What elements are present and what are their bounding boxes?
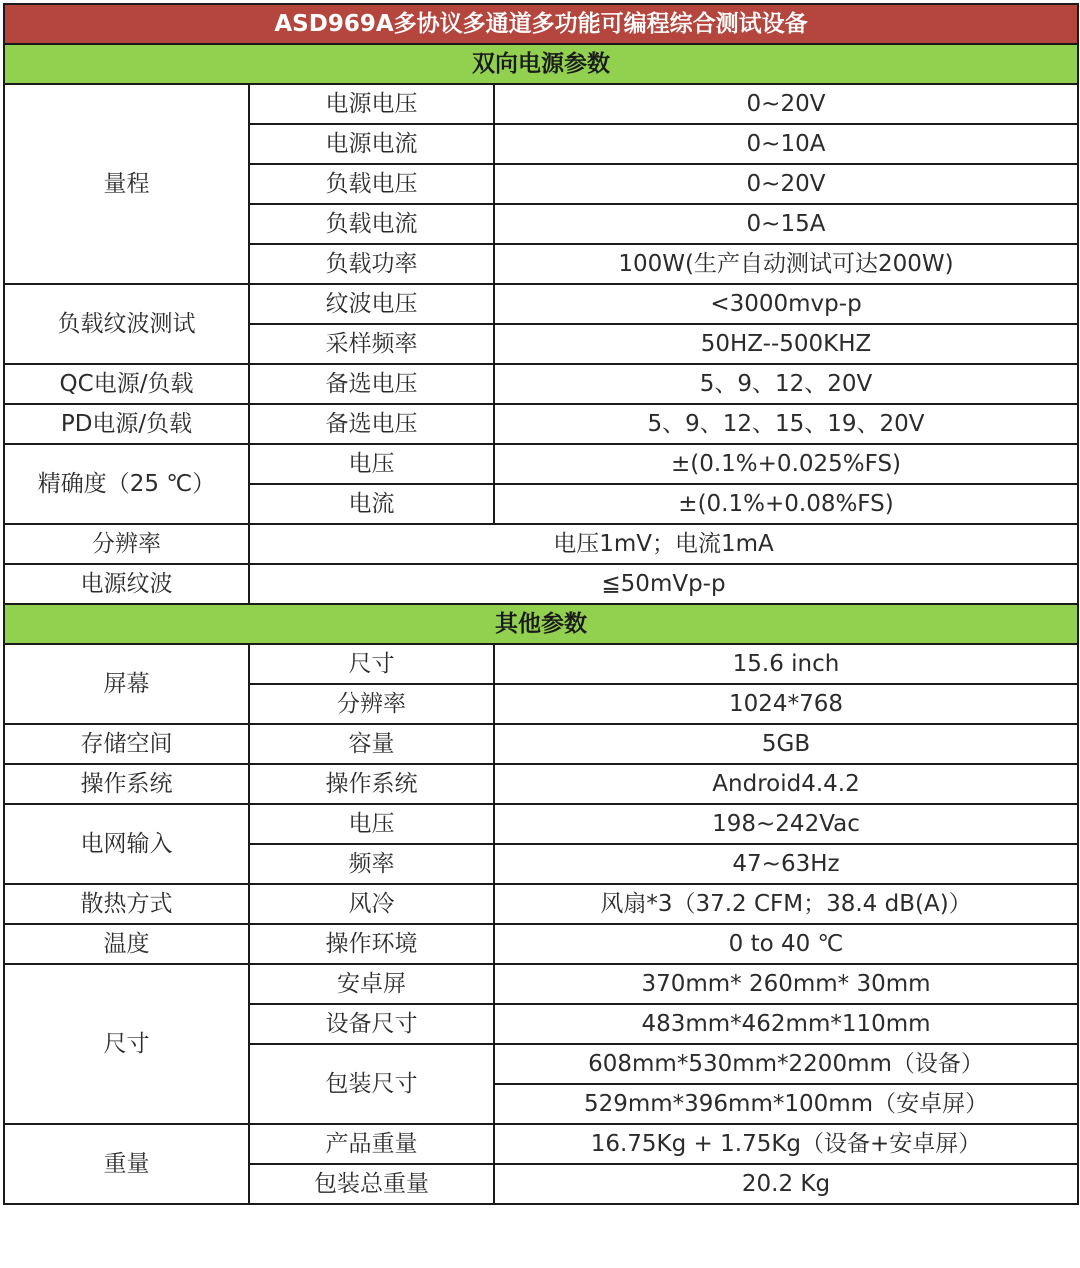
param-cell: 纹波电压 [249, 284, 494, 324]
table-row [4, 404, 1078, 444]
table-row [4, 364, 1078, 404]
value-cell: 0 to 40 ℃ [494, 924, 1078, 964]
group-label: 负载纹波测试 [4, 284, 249, 364]
group-label: 操作系统 [4, 764, 249, 804]
param-cell: 备选电压 [249, 404, 494, 444]
param-cell: 负载电流 [249, 204, 494, 244]
param-cell: 负载电压 [249, 164, 494, 204]
value-cell: 15.6 inch [494, 644, 1078, 684]
group-label: 精确度（25 ℃） [4, 444, 249, 524]
title-row [4, 4, 1078, 44]
value-cell: 16.75Kg + 1.75Kg（设备+安卓屏） [494, 1124, 1078, 1164]
group-label: QC电源/负载 [4, 364, 249, 404]
table-row [4, 644, 1078, 684]
param-cell: 备选电压 [249, 364, 494, 404]
param-cell: 频率 [249, 844, 494, 884]
param-cell: 电源电流 [249, 124, 494, 164]
group-label: 温度 [4, 924, 249, 964]
param-cell: 电源电压 [249, 84, 494, 124]
section-header-row [4, 44, 1078, 84]
group-label: 散热方式 [4, 884, 249, 924]
value-cell: 0~20V [494, 84, 1078, 124]
group-label: 存储空间 [4, 724, 249, 764]
spec-table [3, 3, 1079, 1205]
value-cell: 0~10A [494, 124, 1078, 164]
value-cell: <3000mvp-p [494, 284, 1078, 324]
value-cell: 5、9、12、20V [494, 364, 1078, 404]
section-header: 双向电源参数 [4, 44, 1078, 84]
group-label: 电网输入 [4, 804, 249, 884]
group-label: 电源纹波 [4, 564, 249, 604]
value-cell: Android4.4.2 [494, 764, 1078, 804]
table-row [4, 724, 1078, 764]
group-label: 尺寸 [4, 964, 249, 1124]
group-label: 屏幕 [4, 644, 249, 724]
table-row [4, 564, 1078, 604]
table-row [4, 524, 1078, 564]
param-cell: 风冷 [249, 884, 494, 924]
value-cell: 198~242Vac [494, 804, 1078, 844]
value-cell: 0~20V [494, 164, 1078, 204]
table-row [4, 964, 1078, 1004]
table-row [4, 84, 1078, 124]
table-row [4, 1124, 1078, 1164]
table-row [4, 284, 1078, 324]
param-cell: 产品重量 [249, 1124, 494, 1164]
param-cell: 电压 [249, 444, 494, 484]
param-cell: 包装尺寸 [249, 1044, 494, 1124]
value-cell: 1024*768 [494, 684, 1078, 724]
param-cell: 容量 [249, 724, 494, 764]
param-cell: 操作环境 [249, 924, 494, 964]
param-cell: 电压 [249, 804, 494, 844]
group-label: PD电源/负载 [4, 404, 249, 444]
table-row [4, 764, 1078, 804]
value-cell: 5、9、12、15、19、20V [494, 404, 1078, 444]
group-label: 分辨率 [4, 524, 249, 564]
table-row [4, 804, 1078, 844]
value-cell: 370mm* 260mm* 30mm [494, 964, 1078, 1004]
value-cell: ±(0.1%+0.025%FS) [494, 444, 1078, 484]
value-cell: 风扇*3（37.2 CFM；38.4 dB(A)） [494, 884, 1078, 924]
value-cell: ±(0.1%+0.08%FS) [494, 484, 1078, 524]
value-cell: ≦50mVp-p [249, 564, 1078, 604]
value-cell: 608mm*530mm*2200mm（设备） [494, 1044, 1078, 1084]
table-row [4, 444, 1078, 484]
value-cell: 47~63Hz [494, 844, 1078, 884]
value-cell: 5GB [494, 724, 1078, 764]
param-cell: 操作系统 [249, 764, 494, 804]
value-cell: 100W(生产自动测试可达200W) [494, 244, 1078, 284]
param-cell: 电流 [249, 484, 494, 524]
param-cell: 设备尺寸 [249, 1004, 494, 1044]
param-cell: 分辨率 [249, 684, 494, 724]
group-label: 重量 [4, 1124, 249, 1204]
table-row [4, 884, 1078, 924]
value-cell: 529mm*396mm*100mm（安卓屏） [494, 1084, 1078, 1124]
param-cell: 尺寸 [249, 644, 494, 684]
param-cell: 采样频率 [249, 324, 494, 364]
section-header: 其他参数 [4, 604, 1078, 644]
table-title: ASD969A多协议多通道多功能可编程综合测试设备 [4, 4, 1078, 44]
param-cell: 安卓屏 [249, 964, 494, 1004]
value-cell: 0~15A [494, 204, 1078, 244]
table-row [4, 924, 1078, 964]
section-header-row [4, 604, 1078, 644]
value-cell: 50HZ--500KHZ [494, 324, 1078, 364]
param-cell: 负载功率 [249, 244, 494, 284]
value-cell: 20.2 Kg [494, 1164, 1078, 1204]
param-cell: 包装总重量 [249, 1164, 494, 1204]
group-label: 量程 [4, 84, 249, 284]
value-cell: 电压1mV；电流1mA [249, 524, 1078, 564]
value-cell: 483mm*462mm*110mm [494, 1004, 1078, 1044]
